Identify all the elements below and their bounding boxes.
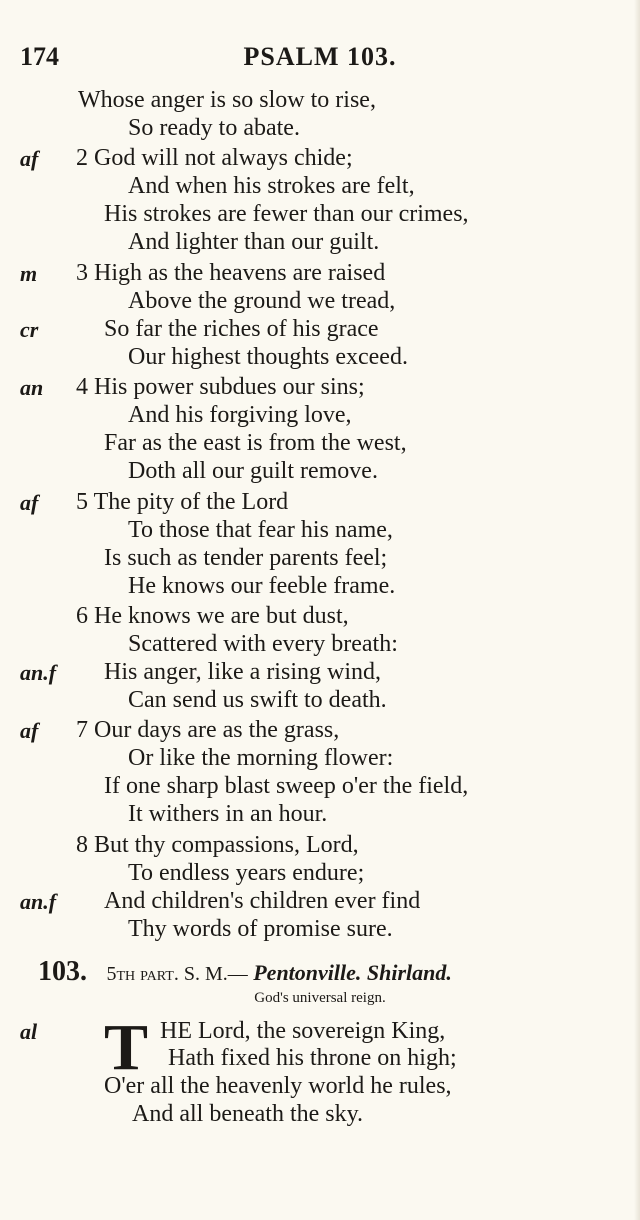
margin-mark: cr [20, 317, 39, 342]
verse-line: 3 High as the heavens are raised [76, 260, 386, 286]
hymn-part-meter: 5th part. S. M.— [106, 963, 248, 985]
verse-line: Thy words of promise sure. [128, 916, 393, 942]
verse-line: If one sharp blast sweep o'er the field, [104, 773, 469, 799]
page-edge-shadow [634, 0, 640, 1220]
margin-mark: an.f [20, 889, 57, 914]
verse-line: He knows our feeble frame. [128, 573, 396, 599]
verse-line: To endless years endure; [128, 860, 365, 886]
verse-line: Is such as tender parents feel; [104, 545, 388, 571]
verse-line: Doth all our guilt remove. [128, 458, 378, 484]
verse-line: Far as the east is from the west, [104, 430, 407, 456]
margin-mark: al [20, 1019, 38, 1044]
hymn-line: O'er all the heavenly world he rules, [104, 1073, 452, 1099]
margin-mark: af [20, 490, 39, 515]
hymn-line: HE Lord, the sovereign King, [160, 1018, 446, 1044]
verse-line: To those that fear his name, [128, 517, 393, 543]
hymn-line: Hath fixed his throne on high; [168, 1045, 457, 1071]
verse-line: Or like the morning flower: [128, 745, 394, 771]
hymn-line: And all beneath the sky. [132, 1101, 364, 1127]
verse-line: 8 But thy compassions, Lord, [76, 832, 359, 858]
running-title: PSALM 103. [243, 42, 397, 71]
margin-mark: an [20, 375, 44, 400]
margin-mark: an.f [20, 660, 57, 685]
margin-mark: af [20, 718, 39, 743]
verse-line: It withers in an hour. [128, 801, 328, 827]
margin-mark: af [20, 146, 39, 171]
verse-line: Our highest thoughts exceed. [128, 344, 408, 370]
verse-line: His anger, like a rising wind, [104, 659, 381, 685]
hymn-tunes: Pentonville. Shirland. [253, 960, 452, 985]
verse-line: So far the riches of his grace [104, 316, 379, 342]
verse-line: And when his strokes are felt, [128, 173, 415, 199]
verse-line: Above the ground we tread, [128, 288, 396, 314]
verse-line: 5 The pity of the Lord [76, 489, 289, 515]
verse-line: Scattered with every breath: [128, 631, 398, 657]
verse-line: His strokes are fewer than our crimes, [104, 201, 469, 227]
verse-line: So ready to abate. [128, 115, 300, 141]
page-number: 174 [20, 42, 59, 71]
verse-line: Whose anger is so slow to rise, [78, 87, 376, 113]
verse-line: 6 He knows we are but dust, [76, 603, 349, 629]
verse-line: And his forgiving love, [128, 402, 352, 428]
hymn-heading [38, 956, 452, 988]
hymn-number: 103. [38, 956, 87, 987]
hymn-subtitle: God's universal reign. [254, 990, 386, 1006]
verse-line: 2 God will not always chide; [76, 145, 353, 171]
verse-line: And children's children ever find [104, 888, 421, 914]
page-header [0, 42, 640, 78]
drop-cap: T [104, 1011, 149, 1084]
verse-line: 4 His power subdues our sins; [76, 374, 365, 400]
verse-line: 7 Our days are as the grass, [76, 717, 340, 743]
verse-line: Can send us swift to death. [128, 687, 387, 713]
margin-mark: m [20, 261, 38, 286]
verse-line: And lighter than our guilt. [128, 229, 380, 255]
